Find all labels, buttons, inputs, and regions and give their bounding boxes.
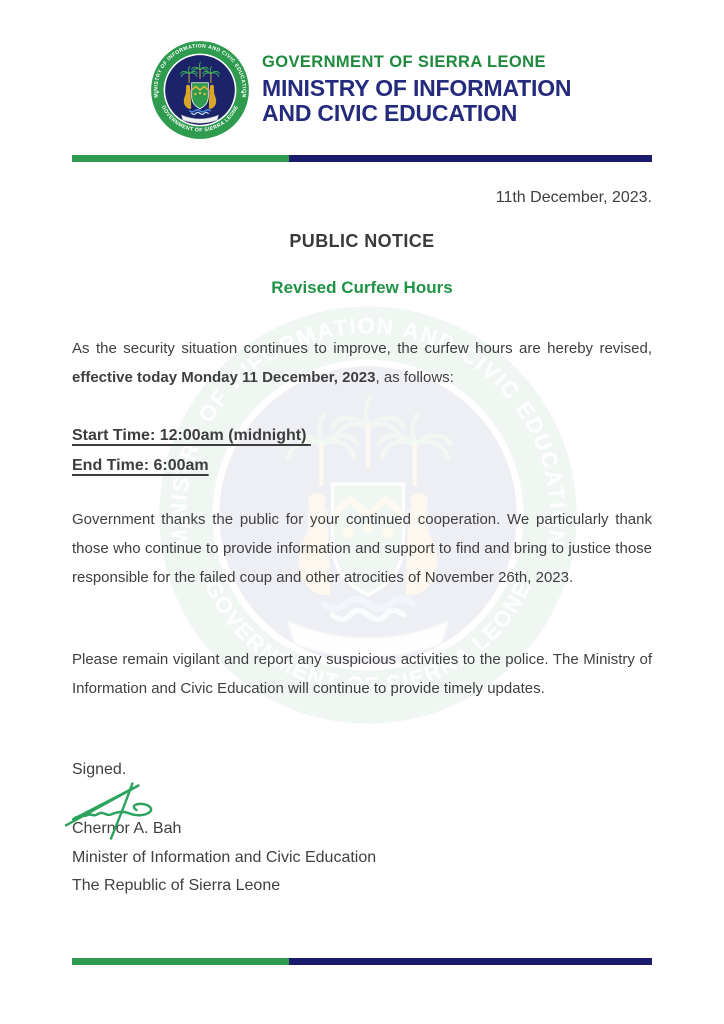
footer-divider-bar — [72, 958, 652, 965]
divider-green-segment — [72, 155, 289, 162]
end-time-line — [72, 451, 311, 481]
government-name: GOVERNMENT OF SIERRA LEONE — [262, 53, 546, 71]
divider-navy-segment — [289, 958, 652, 965]
letterhead — [262, 54, 571, 126]
thanks-paragraph: Government thanks the public for your continued cooperation. We particularly thank those who continue to provide information and support to find and bring to justice those responsible for the failed coup and other atrocities of November 26th, 2023. — [72, 511, 652, 586]
ministry-name-line-1: MINISTRY OF INFORMATION — [262, 74, 572, 101]
start-time-line — [72, 421, 311, 451]
intro-paragraph — [72, 334, 652, 392]
vigilance-paragraph: Please remain vigilant and report any suspicious activities to the police. The Ministry of Information and Civic Education will continue to provide timely updates. — [72, 651, 652, 697]
end-time-text: End Time: 6:00am — [72, 456, 209, 474]
signatory-name: Chernor A. Bah — [72, 820, 182, 837]
notice-subtitle: Revised Curfew Hours — [271, 278, 453, 297]
signatory-title: Minister of Information and Civic Education — [72, 848, 377, 866]
divider-green-segment — [72, 958, 289, 965]
divider-navy-segment — [289, 155, 652, 162]
intro-text-before: As the security situation continues to improve, the curfew hours are hereby revised, — [72, 340, 652, 357]
start-time-text: Start Time: 12:00am (midnight) — [72, 427, 311, 444]
intro-text-after: , as follows: — [375, 369, 454, 386]
signature-image — [63, 780, 165, 840]
notice-title: PUBLIC NOTICE — [289, 231, 435, 251]
signatory-organization: The Republic of Sierra Leone — [72, 877, 281, 894]
curfew-times — [72, 421, 311, 480]
header-divider-bar — [72, 155, 652, 162]
effective-date-emphasis: effective today Monday 11 December, 2023 — [72, 369, 376, 386]
ministry-seal-logo — [148, 38, 252, 142]
notice-date: 11th December, 2023. — [495, 189, 652, 206]
ministry-name-line-2: AND CIVIC EDUCATION — [262, 99, 518, 126]
signed-label: Signed. — [72, 761, 127, 778]
